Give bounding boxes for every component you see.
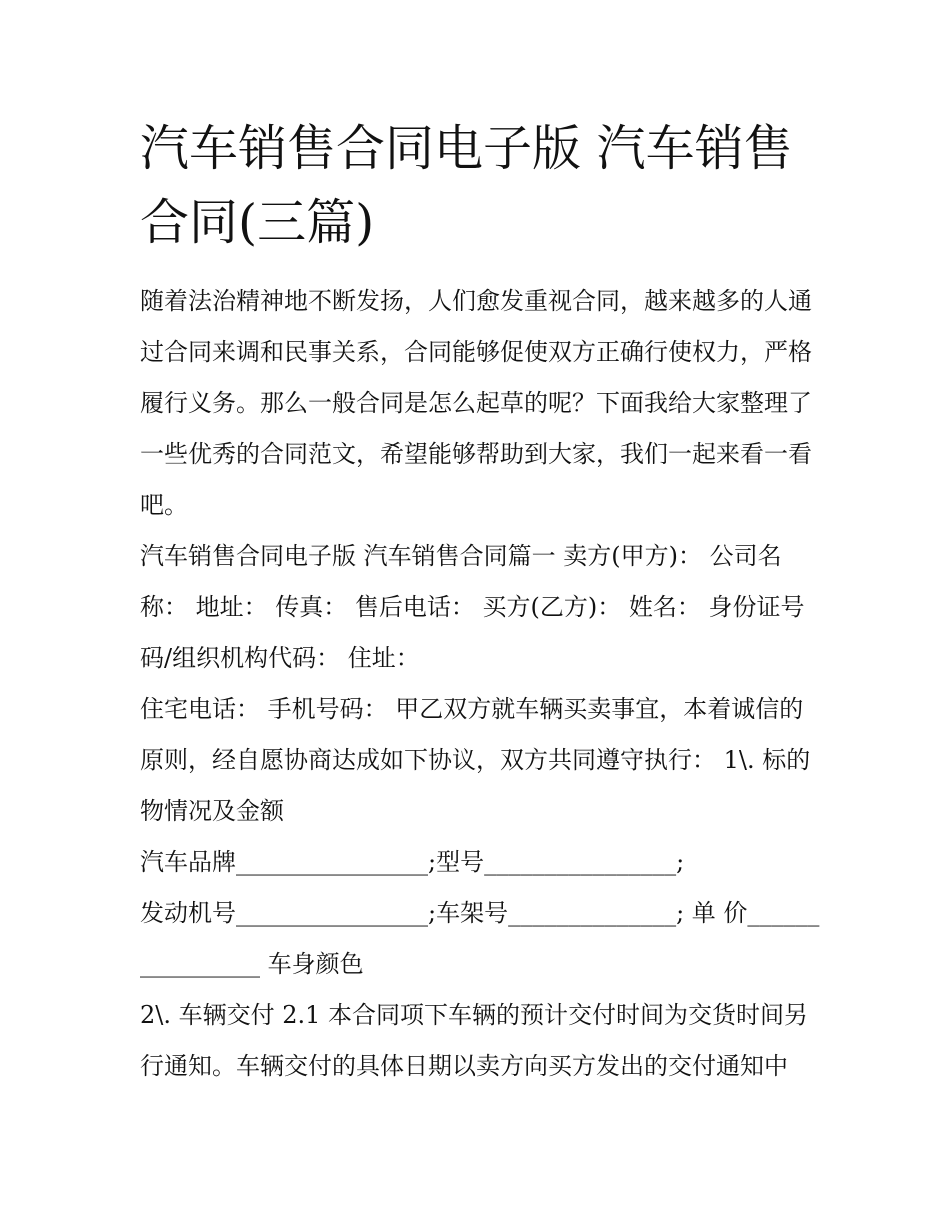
engine-frame-price-line: 发动机号________________;车架号______________; 单 价________________ 车身颜色 (140, 899, 820, 978)
delivery-paragraph: 2\. 车辆交付 2.1 本合同项下车辆的预计交付时间为交货时间另行通知。车辆交付的具体日期以卖方向买方发出的交付通知中 (140, 1001, 809, 1080)
contract-parties-paragraph: 汽车销售合同电子版 汽车销售合同篇一 卖方(甲方)： 公司名称： 地址： 传真： 售后电话： 买方(乙方)： 姓名： 身份证号码/组织机构代码： 住址： (140, 542, 805, 672)
document-title: 汽车销售合同电子版 汽车销售合同(三篇) (140, 120, 793, 251)
agreement-paragraph: 住宅电话： 手机号码： 甲乙双方就车辆买卖事宜，本着诚信的原则，经自愿协商达成如下协议，双方共同遵守执行： 1\. 标的物情况及金额 (140, 695, 811, 825)
car-brand-model-line: 汽车品牌________________;型号________________; (140, 848, 685, 876)
document-body (140, 276, 820, 1092)
intro-paragraph: 随着法治精神地不断发扬，人们愈发重视合同，越来越多的人通过合同来调和民事关系，合同能够促使双方正确行使权力，严格履行义务。那么一般合同是怎么起草的呢？下面我给大家整理了一些优秀的合同范文，希望能够帮助到大家，我们一起来看一看吧。 (140, 287, 812, 519)
